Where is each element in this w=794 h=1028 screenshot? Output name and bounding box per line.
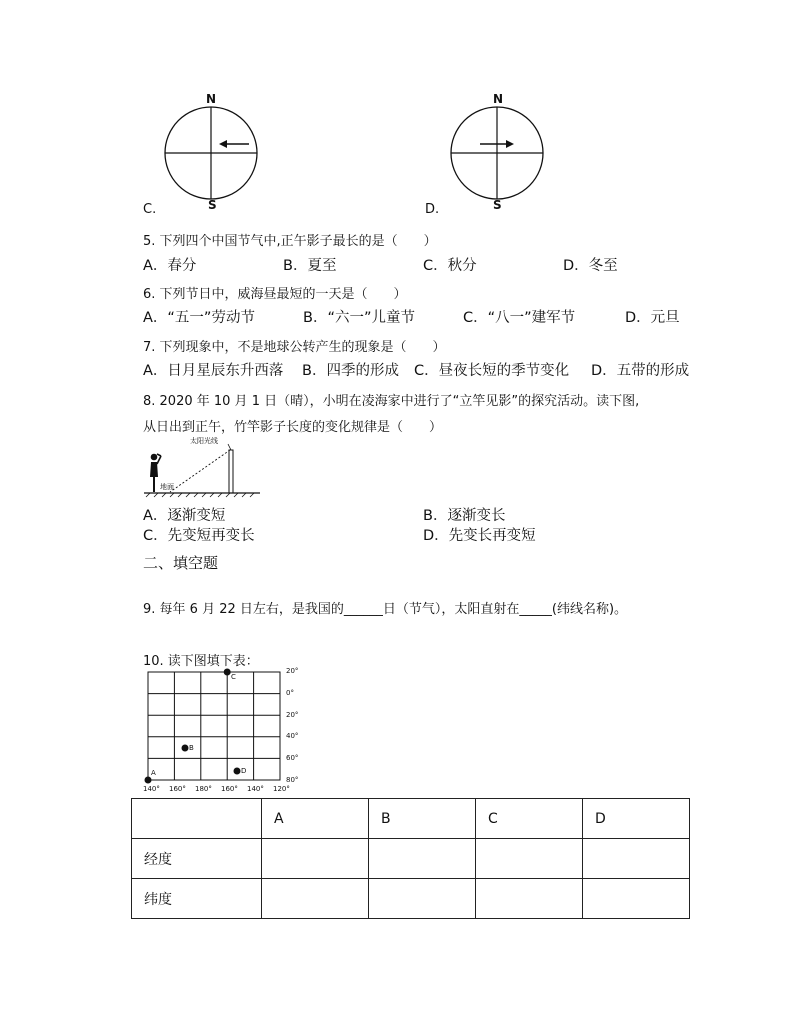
compass-c-south-label: S bbox=[208, 198, 217, 212]
compass-c-diagram bbox=[162, 104, 260, 202]
q5-stem: 5. 下列四个中国节气中,正午影子最长的是（ ） bbox=[143, 234, 437, 249]
lon-label-0: 140° bbox=[143, 785, 160, 793]
point-a-label: A bbox=[151, 769, 156, 777]
q5-option-b: B．夏至 bbox=[283, 258, 337, 274]
answer-cell[interactable] bbox=[476, 879, 583, 919]
point-c-marker bbox=[224, 669, 231, 676]
answer-cell[interactable] bbox=[476, 839, 583, 879]
table-header-row bbox=[132, 799, 690, 839]
table-header-cell: B bbox=[369, 799, 476, 839]
q5-option-c: C．秋分 bbox=[423, 258, 477, 274]
table-header-cell: C bbox=[476, 799, 583, 839]
point-d-label: D bbox=[241, 767, 247, 775]
q9-text: 9. 每年 6 月 22 日左右，是我国的______日（节气），太阳直射在_____(纬线名称)。 bbox=[143, 602, 628, 617]
point-a-marker bbox=[145, 777, 152, 784]
lat-label-5: 80° bbox=[286, 776, 299, 784]
q7-option-b: B．四季的形成 bbox=[302, 363, 399, 379]
q6-option-c: C．“八一”建军节 bbox=[463, 310, 576, 326]
bamboo-pole-icon bbox=[229, 450, 233, 493]
table-row-label: 经度 bbox=[132, 839, 262, 879]
lon-label-1: 160° bbox=[169, 785, 186, 793]
lon-label-2: 180° bbox=[195, 785, 212, 793]
answer-cell[interactable] bbox=[369, 839, 476, 879]
point-d-marker bbox=[234, 768, 241, 775]
lat-label-1: 0° bbox=[286, 689, 294, 697]
q8-option-a: A．逐渐变短 bbox=[143, 508, 226, 524]
q7-stem: 7. 下列现象中，不是地球公转产生的现象是（ ） bbox=[143, 340, 446, 355]
lat-label-0: 20° bbox=[286, 667, 299, 675]
compass-d-south-label: S bbox=[493, 198, 502, 212]
q5-option-d: D．冬至 bbox=[563, 258, 618, 274]
lon-label-4: 140° bbox=[247, 785, 264, 793]
q8-option-b: B．逐渐变长 bbox=[423, 508, 506, 524]
lon-label-5: 120° bbox=[273, 785, 290, 793]
compass-d-option: D. bbox=[425, 202, 440, 217]
point-c-label: C bbox=[231, 673, 236, 681]
q6-option-b: B．“六一”儿童节 bbox=[303, 310, 415, 326]
table-row bbox=[132, 879, 690, 919]
q10-stem: 10. 读下图填下表： bbox=[143, 654, 259, 669]
table-row bbox=[132, 839, 690, 879]
table-header-cell: D bbox=[583, 799, 690, 839]
answer-cell[interactable] bbox=[583, 839, 690, 879]
compass-d-diagram bbox=[448, 104, 546, 202]
q6-option-d: D．元旦 bbox=[625, 310, 680, 326]
lat-label-3: 40° bbox=[286, 732, 299, 740]
q7-option-d: D．五带的形成 bbox=[591, 363, 690, 379]
q5-option-a: A．春分 bbox=[143, 258, 197, 274]
table-header-cell: A bbox=[262, 799, 369, 839]
q8-option-c: C．先变短再变长 bbox=[143, 528, 255, 544]
point-b-marker bbox=[182, 745, 189, 752]
ground-label: 地面 bbox=[160, 483, 174, 491]
q8-stem-line1: 8. 2020 年 10 月 1 日（晴），小明在凌海家中进行了“立竿见影”的探究活动。读下图, bbox=[143, 394, 640, 409]
answer-cell[interactable] bbox=[369, 879, 476, 919]
section-title: 二、填空题 bbox=[143, 554, 219, 572]
lat-lon-grid bbox=[140, 664, 300, 794]
q7-option-c: C．昼夜长短的季节变化 bbox=[414, 363, 570, 379]
q8-option-d: D．先变长再变短 bbox=[423, 528, 536, 544]
sun-ray-label: 太阳光线 bbox=[190, 437, 218, 445]
table-row-label: 纬度 bbox=[132, 879, 262, 919]
lon-label-3: 160° bbox=[221, 785, 238, 793]
table-header-cell bbox=[132, 799, 262, 839]
compass-c-option: C. bbox=[143, 202, 157, 217]
lat-label-2: 20° bbox=[286, 711, 299, 719]
compass-c-north-label: N bbox=[206, 92, 217, 106]
q7-option-a: A．日月星辰东升西落 bbox=[143, 363, 284, 379]
q8-stem-line2: 从日出到正午，竹竿影子长度的变化规律是（ ） bbox=[143, 420, 443, 435]
point-b-label: B bbox=[189, 744, 194, 752]
compass-d-north-label: N bbox=[493, 92, 504, 106]
q6-stem: 6. 下列节日中，威海昼最短的一天是（ ） bbox=[143, 287, 407, 302]
lat-label-4: 60° bbox=[286, 754, 299, 762]
answer-cell[interactable] bbox=[262, 839, 369, 879]
answer-cell[interactable] bbox=[262, 879, 369, 919]
answer-cell[interactable] bbox=[583, 879, 690, 919]
q6-option-a: A．“五一”劳动节 bbox=[143, 310, 255, 326]
answer-table bbox=[131, 798, 690, 919]
